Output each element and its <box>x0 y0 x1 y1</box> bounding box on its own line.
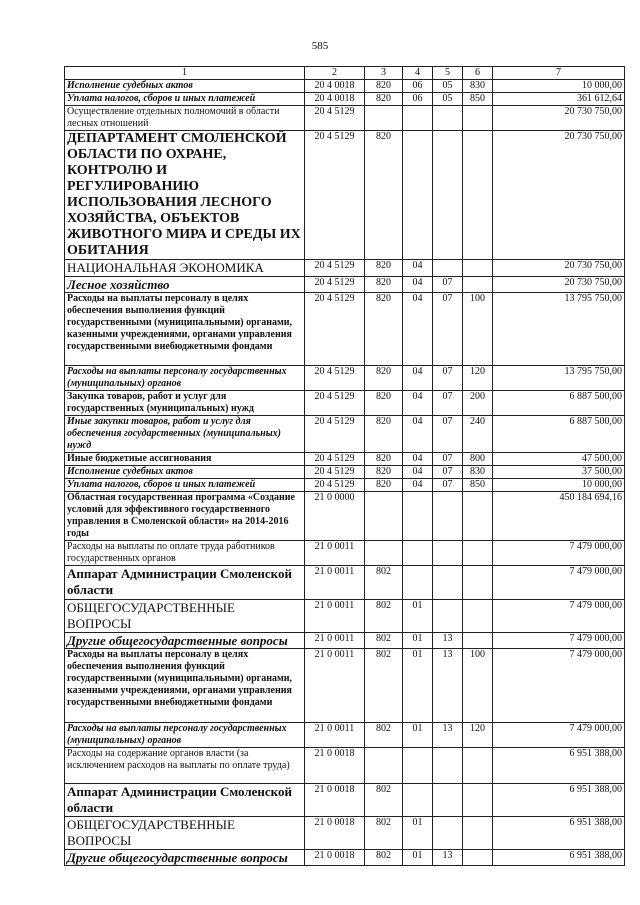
table-row <box>65 80 625 93</box>
subsection-code-cell <box>433 492 463 541</box>
target-code-cell: 20 4 5129 <box>305 391 365 416</box>
table-row <box>65 723 625 748</box>
department-code-cell <box>365 106 403 131</box>
header-cell: 6 <box>463 67 493 80</box>
expense-type-cell <box>463 106 493 131</box>
section-code-cell: 01 <box>403 633 433 649</box>
subsection-code-cell <box>433 784 463 817</box>
target-code-cell: 20 4 5129 <box>305 293 365 366</box>
row-name-cell: Расходы на выплаты персоналу государственных (муниципальных) органов <box>65 723 305 748</box>
section-code-cell <box>403 131 433 260</box>
department-code-cell: 802 <box>365 649 403 723</box>
table-row <box>65 391 625 416</box>
amount-cell: 6 951 388,00 <box>493 748 625 784</box>
target-code-cell: 21 0 0011 <box>305 723 365 748</box>
subsection-code-cell: 07 <box>433 466 463 479</box>
section-code-cell: 04 <box>403 293 433 366</box>
subsection-code-cell: 05 <box>433 80 463 93</box>
department-code-cell <box>365 541 403 566</box>
header-cell: 3 <box>365 67 403 80</box>
department-code-cell: 820 <box>365 479 403 492</box>
table-row <box>65 479 625 492</box>
table-row <box>65 541 625 566</box>
subsection-code-cell: 07 <box>433 277 463 293</box>
table-row <box>65 106 625 131</box>
amount-cell: 7 479 000,00 <box>493 541 625 566</box>
table-row <box>65 633 625 649</box>
section-code-cell: 06 <box>403 93 433 106</box>
row-name-cell: Исполнение судебных актов <box>65 80 305 93</box>
table-row <box>65 93 625 106</box>
header-cell: 1 <box>65 67 305 80</box>
row-name-cell: Расходы на выплаты персоналу в целях обеспечения выполнения функций государственными (муниципальными) органами, казенными учреждениями, органами управления государственными внебюджетными фондами <box>65 649 305 723</box>
department-code-cell: 820 <box>365 93 403 106</box>
budget-table <box>64 66 625 866</box>
amount-cell: 7 479 000,00 <box>493 566 625 600</box>
amount-cell: 20 730 750,00 <box>493 260 625 277</box>
target-code-cell: 21 0 0011 <box>305 600 365 633</box>
amount-cell: 20 730 750,00 <box>493 131 625 260</box>
expense-type-cell <box>463 131 493 260</box>
expense-type-cell: 200 <box>463 391 493 416</box>
target-code-cell: 20 4 5129 <box>305 416 365 453</box>
table-row <box>65 600 625 633</box>
department-code-cell: 802 <box>365 566 403 600</box>
department-code-cell: 820 <box>365 277 403 293</box>
table-header-row <box>65 67 625 80</box>
table-row <box>65 850 625 866</box>
target-code-cell: 21 0 0018 <box>305 817 365 850</box>
expense-type-cell: 830 <box>463 466 493 479</box>
subsection-code-cell <box>433 748 463 784</box>
amount-cell: 7 479 000,00 <box>493 600 625 633</box>
expense-type-cell <box>463 850 493 866</box>
row-name-cell: Аппарат Администрации Смоленской области <box>65 566 305 600</box>
section-code-cell: 04 <box>403 277 433 293</box>
expense-type-cell: 120 <box>463 366 493 391</box>
department-code-cell: 802 <box>365 850 403 866</box>
table-row <box>65 366 625 391</box>
table-row <box>65 784 625 817</box>
department-code-cell: 820 <box>365 453 403 466</box>
page-number: 585 <box>311 40 329 52</box>
subsection-code-cell <box>433 131 463 260</box>
subsection-code-cell: 07 <box>433 366 463 391</box>
section-code-cell: 01 <box>403 600 433 633</box>
subsection-code-cell: 07 <box>433 391 463 416</box>
subsection-code-cell: 07 <box>433 416 463 453</box>
department-code-cell: 820 <box>365 131 403 260</box>
amount-cell: 6 951 388,00 <box>493 784 625 817</box>
expense-type-cell <box>463 817 493 850</box>
department-code-cell <box>365 492 403 541</box>
row-name-cell: Иные бюджетные ассигнования <box>65 453 305 466</box>
row-name-cell: Лесное хозяйство <box>65 277 305 293</box>
department-code-cell: 820 <box>365 293 403 366</box>
department-code-cell <box>365 748 403 784</box>
department-code-cell: 820 <box>365 80 403 93</box>
amount-cell: 20 730 750,00 <box>493 277 625 293</box>
row-name-cell: Другие общегосударственные вопросы <box>65 633 305 649</box>
amount-cell: 450 184 694,16 <box>493 492 625 541</box>
subsection-code-cell <box>433 566 463 600</box>
subsection-code-cell <box>433 106 463 131</box>
section-code-cell <box>403 748 433 784</box>
expense-type-cell: 830 <box>463 80 493 93</box>
amount-cell: 20 730 750,00 <box>493 106 625 131</box>
expense-type-cell <box>463 784 493 817</box>
amount-cell: 361 612,64 <box>493 93 625 106</box>
expense-type-cell <box>463 277 493 293</box>
expense-type-cell: 850 <box>463 479 493 492</box>
expense-type-cell <box>463 748 493 784</box>
row-name-cell: НАЦИОНАЛЬНАЯ ЭКОНОМИКА <box>65 260 305 277</box>
target-code-cell: 21 0 0011 <box>305 541 365 566</box>
row-name-cell: Иные закупки товаров, работ и услуг для обеспечения государственных (муниципальных) нужд <box>65 416 305 453</box>
target-code-cell: 20 4 5129 <box>305 479 365 492</box>
expense-type-cell: 850 <box>463 93 493 106</box>
subsection-code-cell <box>433 600 463 633</box>
row-name-cell: Расходы на выплаты персоналу государственных (муниципальных) органов <box>65 366 305 391</box>
target-code-cell: 21 0 0011 <box>305 633 365 649</box>
amount-cell: 7 479 000,00 <box>493 649 625 723</box>
section-code-cell <box>403 492 433 541</box>
amount-cell: 10 000,00 <box>493 479 625 492</box>
row-name-cell: Аппарат Администрации Смоленской области <box>65 784 305 817</box>
expense-type-cell: 100 <box>463 649 493 723</box>
table-row <box>65 453 625 466</box>
table-row <box>65 293 625 366</box>
expense-type-cell: 100 <box>463 293 493 366</box>
row-name-cell: Расходы на содержание органов власти (за исключением расходов на выплаты по оплате труда) <box>65 748 305 784</box>
header-cell: 2 <box>305 67 365 80</box>
table-row <box>65 260 625 277</box>
target-code-cell: 21 0 0018 <box>305 850 365 866</box>
subsection-code-cell <box>433 541 463 566</box>
department-code-cell: 802 <box>365 723 403 748</box>
section-code-cell: 04 <box>403 260 433 277</box>
target-code-cell: 20 4 0018 <box>305 80 365 93</box>
row-name-cell: Исполнение судебных актов <box>65 466 305 479</box>
expense-type-cell <box>463 633 493 649</box>
row-name-cell: ДЕПАРТАМЕНТ СМОЛЕНСКОЙ ОБЛАСТИ ПО ОХРАНЕ, КОНТРОЛЮ И РЕГУЛИРОВАНИЮ ИСПОЛЬЗОВАНИЯ ЛЕСНОГО ХОЗЯЙСТВА, ОБЪЕКТОВ ЖИВОТНОГО МИРА И СРЕДЫ ИХ ОБИТАНИЯ <box>65 131 305 260</box>
row-name-cell: Закупка товаров, работ и услуг для государственных (муниципальных) нужд <box>65 391 305 416</box>
amount-cell: 6 887 500,00 <box>493 391 625 416</box>
table-row <box>65 131 625 260</box>
table-row <box>65 566 625 600</box>
header-cell: 4 <box>403 67 433 80</box>
target-code-cell: 21 0 0000 <box>305 492 365 541</box>
target-code-cell: 20 4 5129 <box>305 453 365 466</box>
target-code-cell: 20 4 5129 <box>305 131 365 260</box>
subsection-code-cell: 13 <box>433 850 463 866</box>
target-code-cell: 20 4 5129 <box>305 106 365 131</box>
amount-cell: 37 500,00 <box>493 466 625 479</box>
amount-cell: 6 951 388,00 <box>493 817 625 850</box>
subsection-code-cell: 13 <box>433 649 463 723</box>
table-row <box>65 649 625 723</box>
amount-cell: 47 500,00 <box>493 453 625 466</box>
section-code-cell: 04 <box>403 466 433 479</box>
target-code-cell: 20 4 5129 <box>305 277 365 293</box>
amount-cell: 6 951 388,00 <box>493 850 625 866</box>
department-code-cell: 802 <box>365 600 403 633</box>
table-row <box>65 817 625 850</box>
section-code-cell: 04 <box>403 366 433 391</box>
subsection-code-cell: 07 <box>433 293 463 366</box>
expense-type-cell <box>463 600 493 633</box>
target-code-cell: 21 0 0018 <box>305 748 365 784</box>
table-row <box>65 492 625 541</box>
row-name-cell: Расходы на выплаты по оплате труда работников государственных органов <box>65 541 305 566</box>
subsection-code-cell <box>433 817 463 850</box>
section-code-cell: 01 <box>403 649 433 723</box>
amount-cell: 13 795 750,00 <box>493 366 625 391</box>
amount-cell: 7 479 000,00 <box>493 633 625 649</box>
row-name-cell: Областная государственная программа «Создание условий для эффективного государственного управления в Смоленской области» на 2014-2016 годы <box>65 492 305 541</box>
row-name-cell: Уплата налогов, сборов и иных платежей <box>65 479 305 492</box>
subsection-code-cell: 13 <box>433 723 463 748</box>
department-code-cell: 820 <box>365 466 403 479</box>
amount-cell: 6 887 500,00 <box>493 416 625 453</box>
section-code-cell: 04 <box>403 416 433 453</box>
target-code-cell: 20 4 5129 <box>305 466 365 479</box>
table-row <box>65 277 625 293</box>
department-code-cell: 802 <box>365 633 403 649</box>
department-code-cell: 802 <box>365 784 403 817</box>
header-cell: 5 <box>433 67 463 80</box>
target-code-cell: 21 0 0011 <box>305 649 365 723</box>
expense-type-cell: 240 <box>463 416 493 453</box>
expense-type-cell <box>463 541 493 566</box>
department-code-cell: 820 <box>365 366 403 391</box>
subsection-code-cell: 05 <box>433 93 463 106</box>
row-name-cell: Расходы на выплаты персоналу в целях обеспечения выполнения функций государственными (муниципальными) органами, казенными учреждениями, органами управления государственными внебюджетными фондами <box>65 293 305 366</box>
department-code-cell: 820 <box>365 260 403 277</box>
target-code-cell: 21 0 0018 <box>305 784 365 817</box>
target-code-cell: 20 4 5129 <box>305 366 365 391</box>
amount-cell: 10 000,00 <box>493 80 625 93</box>
header-cell: 7 <box>493 67 625 80</box>
department-code-cell: 820 <box>365 391 403 416</box>
row-name-cell: ОБЩЕГОСУДАРСТВЕННЫЕ ВОПРОСЫ <box>65 817 305 850</box>
subsection-code-cell: 13 <box>433 633 463 649</box>
row-name-cell: ОБЩЕГОСУДАРСТВЕННЫЕ ВОПРОСЫ <box>65 600 305 633</box>
target-code-cell: 20 4 0018 <box>305 93 365 106</box>
table-row <box>65 416 625 453</box>
section-code-cell: 04 <box>403 479 433 492</box>
section-code-cell: 04 <box>403 453 433 466</box>
row-name-cell: Другие общегосударственные вопросы <box>65 850 305 866</box>
row-name-cell: Осуществление отдельных полномочий в области лесных отношений <box>65 106 305 131</box>
section-code-cell: 01 <box>403 817 433 850</box>
expense-type-cell <box>463 260 493 277</box>
subsection-code-cell: 07 <box>433 453 463 466</box>
expense-type-cell: 800 <box>463 453 493 466</box>
target-code-cell: 20 4 5129 <box>305 260 365 277</box>
section-code-cell <box>403 541 433 566</box>
subsection-code-cell: 07 <box>433 479 463 492</box>
department-code-cell: 802 <box>365 817 403 850</box>
section-code-cell: 04 <box>403 391 433 416</box>
section-code-cell <box>403 784 433 817</box>
section-code-cell: 06 <box>403 80 433 93</box>
target-code-cell: 21 0 0011 <box>305 566 365 600</box>
amount-cell: 7 479 000,00 <box>493 723 625 748</box>
department-code-cell: 820 <box>365 416 403 453</box>
section-code-cell: 01 <box>403 723 433 748</box>
section-code-cell: 01 <box>403 850 433 866</box>
table-row <box>65 466 625 479</box>
section-code-cell <box>403 566 433 600</box>
expense-type-cell: 120 <box>463 723 493 748</box>
section-code-cell <box>403 106 433 131</box>
expense-type-cell <box>463 566 493 600</box>
amount-cell: 13 795 750,00 <box>493 293 625 366</box>
row-name-cell: Уплата налогов, сборов и иных платежей <box>65 93 305 106</box>
expense-type-cell <box>463 492 493 541</box>
table-row <box>65 748 625 784</box>
subsection-code-cell <box>433 260 463 277</box>
